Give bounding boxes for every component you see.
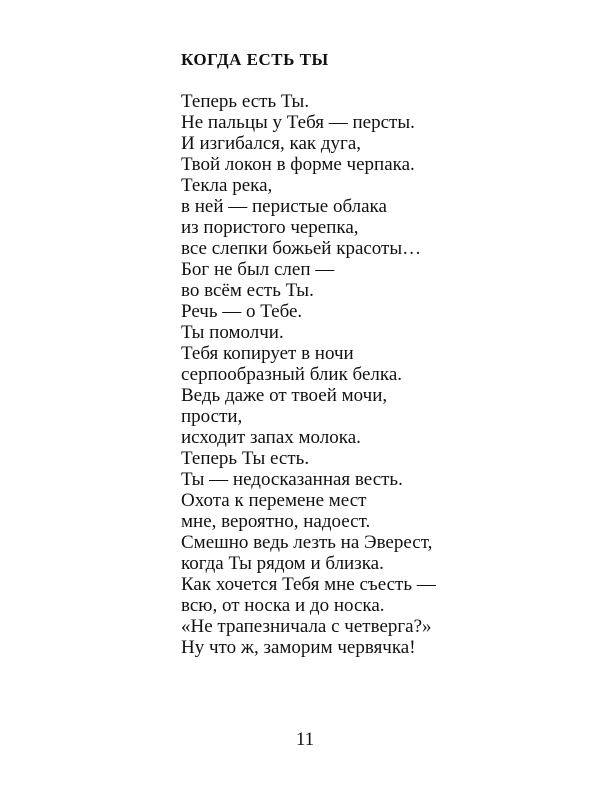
poem-line: когда Ты рядом и близка. — [181, 553, 384, 574]
stanza-1 — [181, 91, 421, 448]
poem-line: Теперь есть Ты. — [181, 91, 310, 112]
poem-line: Текла река, — [181, 175, 273, 196]
poem-line: Ты — недосказанная весть. — [181, 469, 403, 490]
poem-line: Теперь Ты есть. — [181, 448, 310, 469]
poem-line: серпообразный блик белка. — [181, 364, 403, 385]
poem-line: исходит запах молока. — [181, 427, 361, 448]
poem-line: прости, — [181, 406, 243, 427]
poem-line: Как хочется Тебя мне съесть — — [181, 574, 436, 595]
poem-line: мне, вероятно, надоест. — [181, 511, 371, 532]
poem-line: Смешно ведь лезть на Эверест, — [181, 532, 433, 553]
poem-line: Охота к перемене мест — [181, 490, 367, 511]
poem-line: Не пальцы у Тебя — персты. — [181, 112, 415, 133]
poem-line: все слепки божьей красоты… — [181, 238, 422, 259]
poem-line: И изгибался, как дуга, — [181, 133, 362, 154]
poem-line: во всём есть Ты. — [181, 280, 314, 301]
page-number: 11 — [295, 729, 315, 750]
poem-line: в ней — перистые облака — [181, 196, 387, 217]
poem-line: Речь — о Тебе. — [181, 301, 303, 322]
poem-line: Тебя копирует в ночи — [181, 343, 354, 364]
poem-title: КОГДА ЕСТЬ ТЫ — [181, 50, 329, 69]
poem-line: Ты помолчи. — [181, 322, 284, 343]
stanza-2 — [181, 448, 436, 658]
poem-line: «Не трапезничала с четверга?» — [181, 616, 432, 637]
poem-line: Ведь даже от твоей мочи, — [181, 385, 388, 406]
poem-line: всю, от носка и до носка. — [181, 595, 385, 616]
poem-line: Бог не был слеп — — [181, 259, 335, 280]
poem-line: Твой локон в форме черпака. — [181, 154, 415, 175]
poem-line: Ну что ж, заморим червячка! — [181, 637, 416, 658]
poem-line: из пористого черепка, — [181, 217, 359, 238]
